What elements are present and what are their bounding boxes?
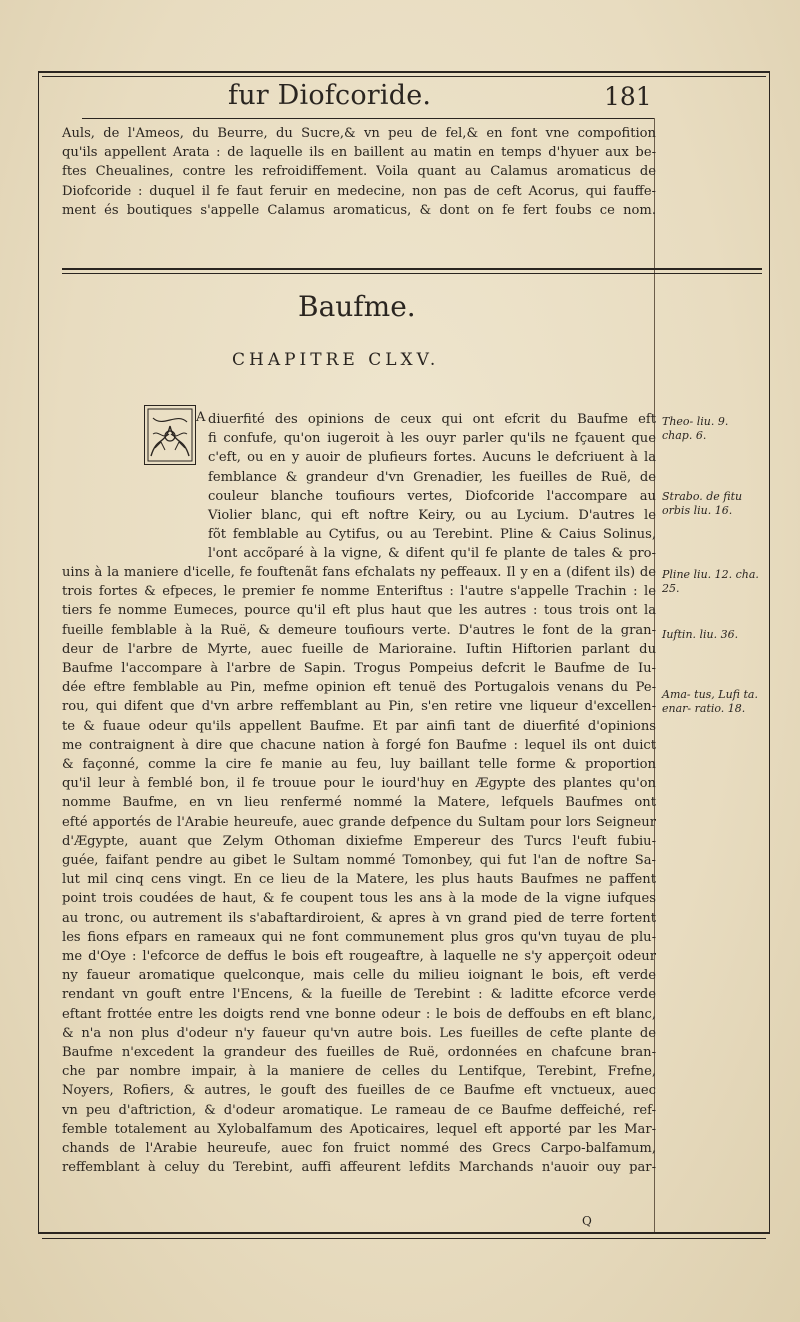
- text-line: femblance & grandeur d'vn Grenadier, les fueilles de Ruë, de: [208, 469, 656, 485]
- margin-note: Strabo. de fitu orbis liu. 16.: [662, 490, 743, 517]
- text-line: rendant vn gouft entre l'Encens, & la fueille de Terebint : & laditte efcorce verde: [62, 987, 656, 1003]
- text-line: lut mil cinq cens vingt. En ce lieu de la Matere, les plus hauts Baufmes ne paffent: [62, 872, 656, 888]
- text-line: me d'Oye : l'efcorce de deffus le bois eft rougeaftre, à laquelle ne s'y apperçoit odeur: [62, 949, 656, 965]
- text-line: qu'il leur à femblé bon, il fe trouue pour le iourd'huy en Ægypte des plantes qu'on: [62, 776, 656, 792]
- text-line: tiers fe nomme Eumeces, pource qu'il eft plus haut que les autres : tous trois ont la: [62, 603, 656, 619]
- bottom-border-rule-inner: [42, 1238, 766, 1239]
- signature-mark: Q: [582, 1214, 593, 1228]
- text-line: Baufme l'accompare à l'arbre de Sapin. Trogus Pompeius defcrit le Baufme de Iu-: [62, 661, 656, 677]
- text-line: trois fortes & efpeces, le premier fe nomme Enteriftus : l'autre s'appelle Trachin : le: [62, 584, 656, 600]
- text-line: Baufme n'excedent la grandeur des fueilles de Ruë, ordonnées en chafcune bran-: [62, 1045, 656, 1061]
- text-line: d'Ægypte, auant que Zelym Othoman dixiefme Empereur des Turcs l'euft fubiu-: [62, 833, 656, 849]
- intro-paragraph: [62, 124, 656, 220]
- body-paragraph-continued: [62, 563, 656, 1178]
- text-line: nomme Baufme, en vn lieu renfermé nommé la Matere, lefquels Baufmes ont: [62, 795, 656, 811]
- left-border-rule: [38, 71, 39, 1234]
- text-line: fi confufe, qu'on iugeroit à les ouyr parler qu'ils ne fçauent que: [208, 431, 656, 447]
- margin-note: Theo- liu. 9. chap. 6.: [662, 415, 729, 442]
- text-line: & façonné, comme la cire fe manie au feu, luy baillant telle forme & proportion: [62, 757, 656, 773]
- chapter-title: CHAPITRE CLXV.: [232, 350, 440, 370]
- text-line: couleur blanche toufiours vertes, Diofcoride l'accompare au: [208, 488, 656, 504]
- drop-cap: A: [196, 410, 206, 425]
- text-line: diuerfité des opinions de ceux qui ont efcrit du Baufme eft: [208, 412, 656, 427]
- margin-note: Pline liu. 12. cha. 25.: [662, 568, 759, 595]
- text-line: vn peu d'aftriction, & d'odeur aromatique. Le rameau de ce Baufme deffeiché, ref-: [62, 1102, 656, 1118]
- text-line: au tronc, ou autrement ils s'abaftardiroient, & apres à vn grand pied de terre fortent: [62, 910, 656, 926]
- text-line: Noyers, Rofiers, & autres, le gouft des fueilles de ce Baufme eft vnctueux, auec: [62, 1083, 656, 1099]
- section-separator-rule-inner: [62, 273, 762, 274]
- right-border-rule: [769, 71, 770, 1234]
- top-border-rule: [38, 71, 770, 73]
- text-line: che par nombre impair, à la maniere de celles du Lentifque, Terebint, Frefne,: [62, 1064, 656, 1080]
- text-line: uins à la maniere d'icelle, fe fouftenãt fans efchalats ny peffeaux. Il y en a (difent ils) de: [62, 565, 656, 580]
- text-line: ftes Cheualines, contre les refroidiffement. Voila quant au Calamus aromaticus de: [62, 164, 656, 180]
- text-line: les fions efpars en rameaux qui ne font communement plus gros qu'vn tuyau de plu-: [62, 929, 656, 945]
- text-line: ny faueur aromatique quelconque, mais celle du milieu ioignant le bois, eft verde: [62, 968, 656, 984]
- decorative-initial-ornament-icon: [144, 405, 196, 465]
- margin-note: Iuftin. liu. 36.: [662, 628, 739, 641]
- page-number: 181: [604, 82, 652, 111]
- text-line: femble totalement au Xylobalfamum des Apoticaires, lequel eft apporté par les Mar-: [62, 1121, 656, 1137]
- margin-note: Ama- tus, Lufi ta. enar- ratio. 18.: [662, 688, 758, 715]
- running-title: fur Diofcoride.: [228, 80, 432, 111]
- section-separator-rule: [62, 268, 762, 270]
- bottom-border-rule: [38, 1232, 770, 1234]
- header-rule: [82, 118, 654, 119]
- body-paragraph-start: [208, 410, 656, 544]
- text-line: me contraignent à dire que chacune nation à forgé fon Baufme : lequel ils ont duict: [62, 737, 656, 753]
- body-paragraph-line-wrap: [62, 544, 656, 563]
- text-line: & n'a non plus d'odeur n'y faueur qu'vn autre bois. Les fueilles de cefte plante de: [62, 1025, 656, 1041]
- text-line: efté apportés de l'Arabie heureufe, auec grande defpence du Sultam pour lors Seigneur: [62, 814, 656, 830]
- text-line: rou, qui difent que d'vn arbre reffemblant au Pin, s'en retire vne liqueur d'excellen-: [62, 699, 656, 715]
- text-line: Diofcoride : duquel il fe faut feruir en medecine, non pas de ceft Acorus, qui fauffe-: [62, 183, 656, 199]
- text-line: Violier blanc, qui eft noftre Keiry, ou au Lycium. D'autres le: [208, 508, 656, 524]
- text-line: dée eftre femblable au Pin, mefme opinion eft tenuë des Portugalois venans du Pe-: [62, 680, 656, 696]
- section-title: Baufme.: [298, 290, 416, 323]
- text-line: chands de l'Arabie heureufe, auec fon fruict nommé des Grecs Carpo-balfamum,: [62, 1141, 656, 1157]
- text-line: reffemblant à celuy du Terebint, auffi affeurent lefdits Marchands n'auoir ouy par-: [62, 1160, 656, 1176]
- text-line: deur de l'arbre de Myrte, auec fueille de Marioraine. Iuftin Hiftorien parlant du: [62, 641, 656, 657]
- text-line: fueille femblable à la Ruë, & demeure toufiours verte. D'autres le font de la gran-: [62, 622, 656, 638]
- text-line: guée, faifant pendre au gibet le Sultam nommé Tomonbey, qui fut l'an de noftre Sa-: [62, 853, 656, 869]
- text-line: l'ont accõparé à la vigne, & difent qu'il fe plante de tales & pro-: [208, 546, 656, 561]
- text-line: fõt femblable au Cytifus, ou au Terebint. Pline & Caius Solinus,: [208, 527, 656, 543]
- top-border-rule-inner: [42, 76, 766, 77]
- text-line: ment és boutiques s'appelle Calamus aromaticus, & dont on fe fert foubs ce nom.: [62, 202, 656, 218]
- text-line: te & fuaue odeur qu'ils appellent Baufme. Et par ainfi tant de diuerfité d'opinions: [62, 718, 656, 734]
- text-line: c'eft, ou en y auoir de plufieurs fortes. Aucuns le defcriuent à la: [208, 450, 656, 466]
- text-line: Auls, de l'Ameos, du Beurre, du Sucre,& vn peu de fel,& en font vne compofition: [62, 126, 656, 141]
- text-line: qu'ils appellent Arata : de laquelle ils en baillent au matin en temps d'hyuer aux be-: [62, 145, 656, 161]
- text-line: eftant frottée entre les doigts rend vne bonne odeur : le bois de deffoubs en eft blanc,: [62, 1006, 656, 1022]
- text-line: point trois coudées de haut, & fe coupent tous les ans à la mode de la vigne iufques: [62, 891, 656, 907]
